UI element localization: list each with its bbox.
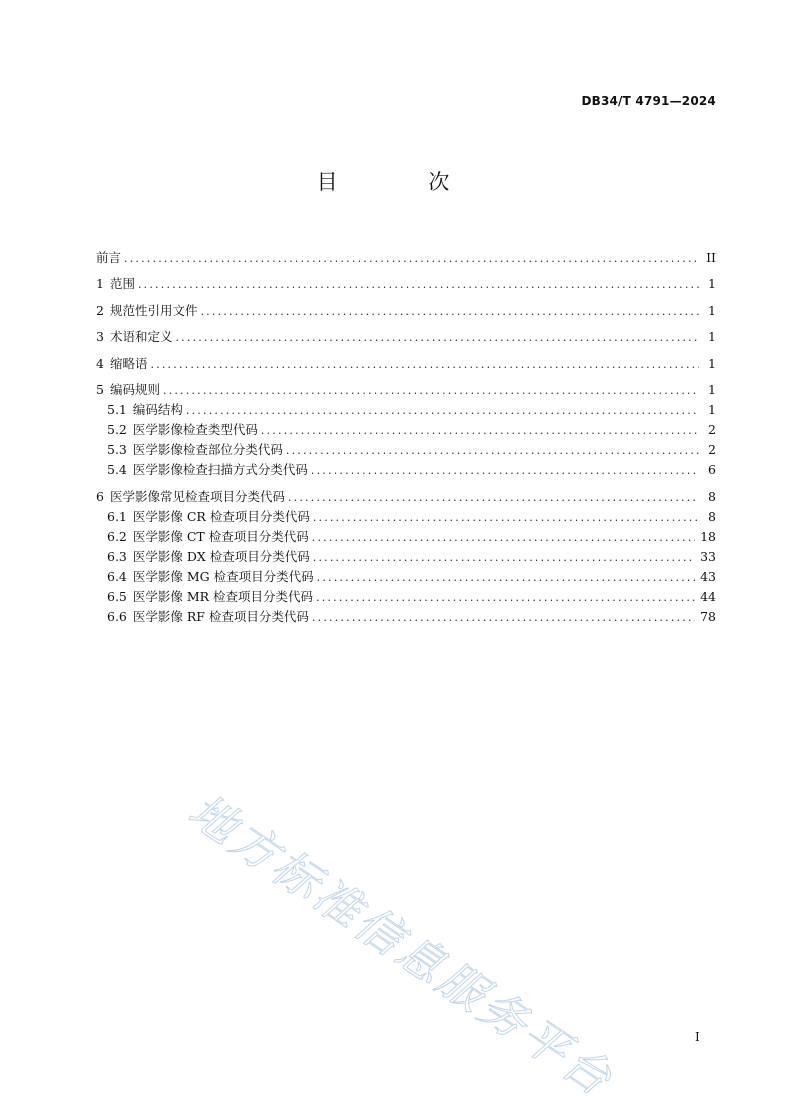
toc-entry-title: 医学影像 MG 检查项目分类代码 bbox=[132, 568, 314, 584]
toc-dot-leader bbox=[313, 548, 695, 568]
toc-entry-number: 6.4 bbox=[107, 568, 127, 584]
toc-dot-leader bbox=[175, 328, 699, 348]
toc-entry[interactable] bbox=[96, 487, 716, 507]
toc-entry[interactable] bbox=[96, 248, 716, 268]
toc-entry[interactable] bbox=[96, 301, 716, 321]
toc-entry[interactable] bbox=[96, 274, 716, 294]
toc-dot-leader bbox=[124, 249, 699, 269]
toc-entry-number: 5.4 bbox=[107, 462, 127, 477]
toc-entry[interactable] bbox=[96, 420, 716, 440]
toc-entry-number: 2 bbox=[96, 302, 104, 318]
toc-dot-leader bbox=[316, 588, 695, 608]
toc-entry[interactable] bbox=[96, 380, 716, 400]
toc-entry[interactable] bbox=[96, 354, 716, 374]
toc-entry[interactable] bbox=[96, 400, 716, 420]
page-number: I bbox=[695, 1030, 700, 1044]
toc-dot-leader bbox=[163, 381, 699, 401]
toc-entry-number: 6.1 bbox=[107, 508, 127, 524]
toc-entry-page: 2 bbox=[708, 422, 716, 437]
toc-entry-number: 5 bbox=[96, 382, 104, 397]
toc-entry-title: 术语和定义 bbox=[109, 329, 173, 344]
toc-entry-page: 1 bbox=[708, 382, 716, 397]
toc-dot-leader bbox=[150, 355, 699, 375]
toc-entry-page: 1 bbox=[708, 276, 716, 291]
toc-entry-title: 编码结构 bbox=[132, 402, 183, 417]
toc-entry-page: 1 bbox=[708, 329, 716, 344]
toc-entry-title: 医学影像检查部位分类代码 bbox=[132, 442, 283, 457]
toc-entry-page: 18 bbox=[700, 528, 716, 544]
toc-entry-title: 医学影像 RF 检查项目分类代码 bbox=[132, 608, 309, 624]
toc-entry-page: 6 bbox=[708, 462, 716, 477]
toc-entry-page: 43 bbox=[700, 568, 716, 584]
toc-dot-leader bbox=[311, 461, 699, 481]
toc-entry-page: 1 bbox=[708, 355, 716, 371]
toc-entry-title: 医学影像检查类型代码 bbox=[132, 422, 258, 437]
toc-entry-page: 8 bbox=[708, 488, 716, 504]
toc-entry-title: 医学影像 DX 检查项目分类代码 bbox=[132, 548, 310, 564]
toc-entry-page: 2 bbox=[708, 442, 716, 457]
toc-dot-leader bbox=[286, 441, 699, 461]
toc-entry[interactable] bbox=[96, 440, 716, 460]
toc-entry-title: 范围 bbox=[109, 276, 135, 291]
toc-entry-page: 78 bbox=[700, 608, 716, 624]
toc-dot-leader bbox=[312, 608, 695, 628]
toc-dot-leader bbox=[186, 401, 699, 421]
toc-entry[interactable] bbox=[96, 547, 716, 567]
toc-entry-page: 8 bbox=[708, 508, 716, 524]
toc-entry-number: 1 bbox=[96, 276, 104, 291]
toc-entry[interactable] bbox=[96, 527, 716, 547]
table-of-contents bbox=[96, 241, 716, 627]
toc-entry-title: 医学影像 MR 检查项目分类代码 bbox=[132, 588, 314, 604]
toc-entry-title: 规范性引用文件 bbox=[109, 302, 198, 318]
document-code: DB34/T 4791—2024 bbox=[581, 94, 716, 108]
toc-entry-number: 6.5 bbox=[107, 588, 127, 604]
toc-entry-number: 5.3 bbox=[107, 442, 127, 457]
toc-entry[interactable] bbox=[96, 567, 716, 587]
toc-entry-title: 医学影像检查扫描方式分类代码 bbox=[132, 462, 308, 477]
toc-dot-leader bbox=[317, 568, 695, 588]
toc-entry-page: 1 bbox=[708, 302, 716, 318]
toc-entry-page: 33 bbox=[700, 548, 716, 564]
toc-dot-leader bbox=[312, 528, 695, 548]
toc-entry[interactable] bbox=[96, 460, 716, 480]
toc-entry-page: II bbox=[706, 249, 716, 265]
toc-entry-number: 4 bbox=[96, 355, 104, 371]
toc-entry-number: 5.1 bbox=[107, 402, 127, 417]
toc-entry-title: 缩略语 bbox=[109, 355, 148, 371]
page-title: 目 次 bbox=[316, 170, 492, 194]
toc-entry[interactable] bbox=[96, 507, 716, 527]
toc-entry-title: 医学影像常见检查项目分类代码 bbox=[109, 488, 285, 504]
toc-entry-number: 6 bbox=[96, 488, 104, 504]
toc-entry-number: 5.2 bbox=[107, 422, 127, 437]
toc-entry-page: 44 bbox=[700, 588, 716, 604]
toc-dot-leader bbox=[200, 302, 699, 322]
toc-dot-leader bbox=[313, 508, 699, 528]
toc-entry-title: 医学影像 CR 检查项目分类代码 bbox=[132, 508, 310, 524]
toc-dot-leader bbox=[261, 421, 699, 441]
toc-entry[interactable] bbox=[96, 327, 716, 347]
toc-entry-number: 6.6 bbox=[107, 608, 127, 624]
toc-entry[interactable] bbox=[96, 587, 716, 607]
toc-dot-leader bbox=[138, 275, 699, 295]
toc-entry-title: 医学影像 CT 检查项目分类代码 bbox=[132, 528, 309, 544]
toc-entry-title: 编码规则 bbox=[109, 382, 160, 397]
toc-entry-page: 1 bbox=[708, 402, 716, 417]
watermark-text: 地方标准信息服务平台 bbox=[179, 783, 624, 1108]
toc-entry[interactable] bbox=[96, 607, 716, 627]
toc-entry-title: 前言 bbox=[96, 249, 122, 265]
toc-entry-number: 6.3 bbox=[107, 548, 127, 564]
toc-entry-number: 6.2 bbox=[107, 528, 127, 544]
toc-dot-leader bbox=[288, 488, 699, 508]
toc-entry-number: 3 bbox=[96, 329, 104, 344]
